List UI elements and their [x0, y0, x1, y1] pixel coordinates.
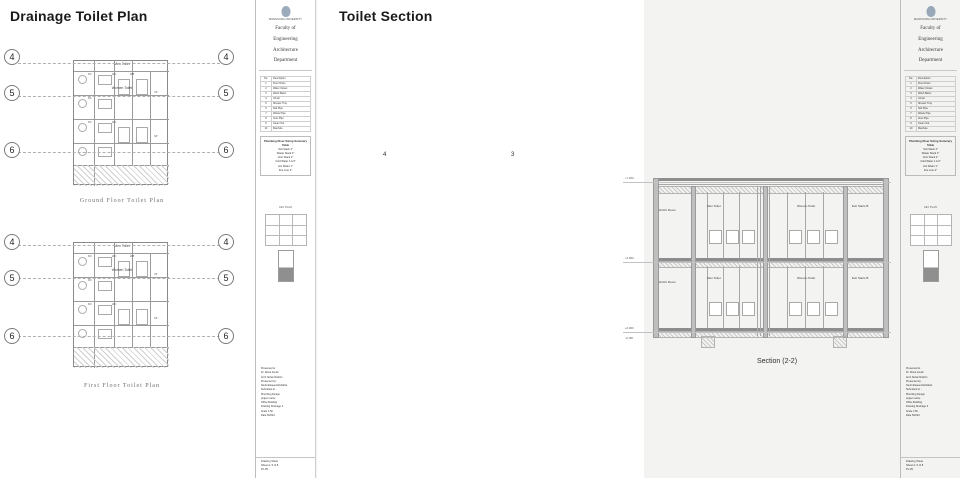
notes-line: Fire Line 2" — [278, 168, 293, 172]
legend-desc: Shower Tray — [917, 102, 956, 107]
legend-header-desc: Description — [272, 77, 311, 82]
sign-line: Drawing Drainage 2 — [261, 405, 284, 409]
drawing-sheet-label: Drawing Sheet — [261, 460, 279, 464]
university-logo-icon — [266, 6, 306, 22]
university-name-en: MANSOURA UNIVERSITY — [913, 18, 948, 22]
grid-axis-5-first — [18, 278, 230, 279]
grid-bubble-right-5-first: 5 — [218, 270, 234, 286]
section-drawing — [625, 160, 897, 340]
legend-no: 3 — [906, 92, 917, 97]
legend-no: 7 — [906, 112, 917, 117]
sign-line: Nouh Elsaeed Elshahat — [261, 384, 288, 387]
grid-bubble-left-4-first: 4 — [4, 234, 20, 250]
sign-line: Nouh Elsaeed Elshahat — [906, 384, 933, 387]
sheet-drainage-toilet-plan — [0, 0, 316, 478]
faculty-line-2: Engineering — [273, 36, 298, 42]
divider — [259, 70, 312, 71]
legend-desc: Vent Pipe — [272, 117, 311, 122]
titleblock-right — [900, 0, 960, 478]
titleblock-footer — [901, 457, 960, 472]
sheet-code: PL-05 — [261, 468, 268, 472]
legend-header-no: No. — [906, 77, 917, 82]
page-title-right: Toilet Section — [339, 8, 433, 24]
grid-bubble-right-4-ground: 4 — [218, 49, 234, 65]
notes-line: Hot Water 1" — [923, 164, 938, 168]
sign-line: Date 5/2024 — [906, 413, 920, 417]
sign-line: Arch.Nehal Ibrahim — [906, 375, 928, 379]
level-label: +0.000 — [625, 326, 634, 330]
section-label-women-upper: Women Toilet — [797, 204, 816, 208]
legend-no: 6 — [906, 107, 917, 112]
legend-desc: Manhole — [272, 127, 311, 132]
legend-desc: Soil Pipe — [272, 107, 311, 112]
key-plan-label: KEY PLAN — [924, 205, 937, 209]
sign-line: Dr. Mona Ismail — [906, 371, 924, 375]
university-logo-icon — [911, 6, 951, 22]
room-label-women-toilet-first: Women Toilet — [111, 268, 133, 272]
section-label-hvac-lower: HVAC Room — [659, 280, 676, 284]
section-caption: Section (2-2) — [756, 358, 798, 365]
legend-desc: Wash Basin — [272, 92, 311, 97]
notes-block — [905, 136, 956, 176]
section-label-women-lower: Women Toilet — [797, 276, 816, 280]
signature-block — [256, 367, 315, 418]
notes-header: Plumbing Riser Sizing Summary Table — [908, 139, 953, 148]
legend-desc: Waste Pipe — [272, 112, 311, 117]
notes-line: Vent Stack 2" — [277, 156, 294, 160]
legend-desc: Shower Tray — [272, 102, 311, 107]
legend-no: 9 — [906, 122, 917, 127]
sign-line: Submitted to : — [261, 388, 277, 392]
sign-line: Plumbing Design — [261, 392, 280, 396]
legend-table — [905, 76, 956, 132]
divider — [904, 70, 957, 71]
grid-bubble-left-6-first: 6 — [4, 328, 20, 344]
legend-desc: Vent Pipe — [917, 117, 956, 122]
legend-no: 10 — [261, 127, 272, 132]
notes-block — [260, 136, 311, 176]
notes-line: Cold Water 1 1/4" — [920, 160, 941, 164]
legend-desc: Water Closet — [272, 87, 311, 92]
sign-line: Plumbing Design — [906, 392, 925, 396]
faculty-line-1: Faculty of — [275, 26, 296, 31]
legend-no: 8 — [906, 117, 917, 122]
section-label-hvac-upper: HVAC Room — [659, 208, 676, 212]
legend-no: 10 — [906, 127, 917, 132]
grid-axis-4-first — [18, 245, 230, 246]
legend-no: 4 — [261, 97, 272, 102]
notes-line: Waste Stack 3" — [276, 152, 295, 156]
level-label: -0.150 — [625, 336, 633, 340]
grid-number-4: 4 — [383, 152, 387, 158]
grid-axis-5-ground — [18, 96, 230, 97]
sign-line: Drawing Drainage 2 — [906, 405, 929, 409]
legend-no: 5 — [261, 102, 272, 107]
sign-line: Presented to : — [261, 367, 277, 370]
sheet-number: Sheet A- 5 of 8 — [906, 464, 924, 468]
faculty-line-1: Faculty of — [920, 26, 941, 31]
sheet-toilet-section — [317, 0, 953, 478]
level-label: +3.600 — [625, 256, 634, 260]
legend-desc: Urinal — [917, 97, 956, 102]
legend-no: 5 — [906, 102, 917, 107]
legend-no: 8 — [261, 117, 272, 122]
legend-desc: Urinal — [272, 97, 311, 102]
grid-bubble-right-4-first: 4 — [218, 234, 234, 250]
notes-line: Fire Line 2" — [923, 168, 938, 172]
key-plan-thumbnail — [265, 214, 307, 246]
legend-no: 9 — [261, 122, 272, 127]
titleblock-footer — [256, 457, 315, 472]
legend-no: 3 — [261, 92, 272, 97]
notes-line: Hot Water 1" — [278, 164, 293, 168]
notes-line: Cold Water 1 1/4" — [275, 160, 296, 164]
grid-axis-4-ground — [18, 63, 230, 64]
legend-no: 7 — [261, 112, 272, 117]
grid-bubble-right-6-ground: 6 — [218, 142, 234, 158]
drawing-sheet-label: Drawing Sheet — [906, 460, 924, 464]
legend-header-no: No. — [261, 77, 272, 82]
legend-desc: Floor Drain — [272, 82, 311, 87]
sign-line: project name — [261, 396, 276, 400]
page-title-left: Drainage Toilet Plan — [10, 8, 148, 24]
room-label-women-toilet-ground: Women Toilet — [111, 86, 133, 90]
room-label-men-toilet-ground: Men Toilet — [114, 62, 130, 66]
titleblock-left — [255, 0, 315, 478]
legend-desc: Clean Out — [917, 122, 956, 127]
legend-desc: Manhole — [917, 127, 956, 132]
grid-number-3: 3 — [511, 152, 515, 158]
legend-no: 4 — [906, 97, 917, 102]
north-arrow-icon — [278, 250, 294, 282]
legend-no: 1 — [906, 82, 917, 87]
sheet-number: Sheet A- 5 of 8 — [261, 464, 279, 468]
sign-line: Presented by : — [261, 379, 278, 383]
key-plan-label: KEY PLAN — [279, 205, 292, 209]
legend-no: 2 — [906, 87, 917, 92]
sign-line: Presented to : — [906, 367, 922, 370]
faculty-line-4: Department — [918, 58, 943, 64]
section-label-men-lower: Men Toilet — [707, 276, 721, 280]
section-label-stairs-upper: Exit Stairs B — [852, 204, 869, 208]
sign-line: Office Building — [261, 401, 278, 404]
caption-first-floor-plan: First Floor Toilet Plan — [84, 383, 160, 389]
notes-header: Plumbing Riser Sizing Summary Table — [263, 139, 308, 148]
legend-no: 2 — [261, 87, 272, 92]
notes-line: Soil Stack 4" — [278, 147, 293, 151]
north-arrow-icon — [923, 250, 939, 282]
sign-line: Submitted to : — [906, 388, 922, 392]
faculty-line-3: Architecture — [273, 47, 298, 53]
sign-line: Dr. Mona Ismail — [261, 371, 279, 375]
section-label-men-upper: Men Toilet — [707, 204, 721, 208]
level-label: +7.200 — [625, 176, 634, 180]
grid-bubble-right-6-first: 6 — [218, 328, 234, 344]
sign-line: Date 5/2024 — [261, 413, 275, 417]
grid-bubble-left-5-first: 5 — [4, 270, 20, 286]
faculty-line-4: Department — [273, 58, 298, 64]
notes-line: Soil Stack 4" — [923, 147, 938, 151]
grid-bubble-left-5-ground: 5 — [4, 85, 20, 101]
legend-desc: Wash Basin — [917, 92, 956, 97]
notes-line: Waste Stack 3" — [921, 152, 940, 156]
sign-line: Office Building — [906, 401, 923, 404]
legend-header-desc: Description — [917, 77, 956, 82]
sign-line: project name — [906, 396, 921, 400]
legend-desc: Soil Pipe — [917, 107, 956, 112]
caption-ground-floor-plan: Ground Floor Toilet Plan — [79, 198, 165, 204]
legend-desc: Clean Out — [272, 122, 311, 127]
first-floor-plan-drawing: FD FD FD WC WC WB VP SP Men Toilet Women Toilet — [73, 242, 168, 367]
legend-desc: Waste Pipe — [917, 112, 956, 117]
legend-no: 6 — [261, 107, 272, 112]
sign-line: Scale 1:50 — [906, 409, 918, 413]
sign-line: Arch.Nehal Ibrahim — [261, 375, 283, 379]
section-label-stairs-lower: Exit Stairs B — [852, 276, 869, 280]
notes-line: Vent Stack 2" — [922, 156, 939, 160]
signature-block — [901, 367, 960, 418]
room-label-men-toilet-first: Men Toilet — [114, 244, 130, 248]
university-name-en: MANSOURA UNIVERSITY — [268, 18, 303, 22]
ground-floor-plan-drawing: FD FD FD WC WC WB VP SP Men Toilet Women Toilet — [73, 60, 168, 185]
sheet-code: PL-05 — [906, 468, 913, 472]
legend-desc: Water Closet — [917, 87, 956, 92]
legend-no: 1 — [261, 82, 272, 87]
legend-desc: Floor Drain — [917, 82, 956, 87]
sign-line: Presented by : — [906, 379, 923, 383]
grid-axis-6-ground — [18, 152, 230, 153]
grid-bubble-left-4-ground: 4 — [4, 49, 20, 65]
faculty-line-3: Architecture — [918, 47, 943, 53]
grid-bubble-right-5-ground: 5 — [218, 85, 234, 101]
key-plan-thumbnail — [910, 214, 952, 246]
faculty-line-2: Engineering — [918, 36, 943, 42]
grid-axis-6-first — [18, 336, 230, 337]
grid-bubble-left-6-ground: 6 — [4, 142, 20, 158]
sign-line: Scale 1:50 — [261, 409, 273, 413]
legend-table — [260, 76, 311, 132]
